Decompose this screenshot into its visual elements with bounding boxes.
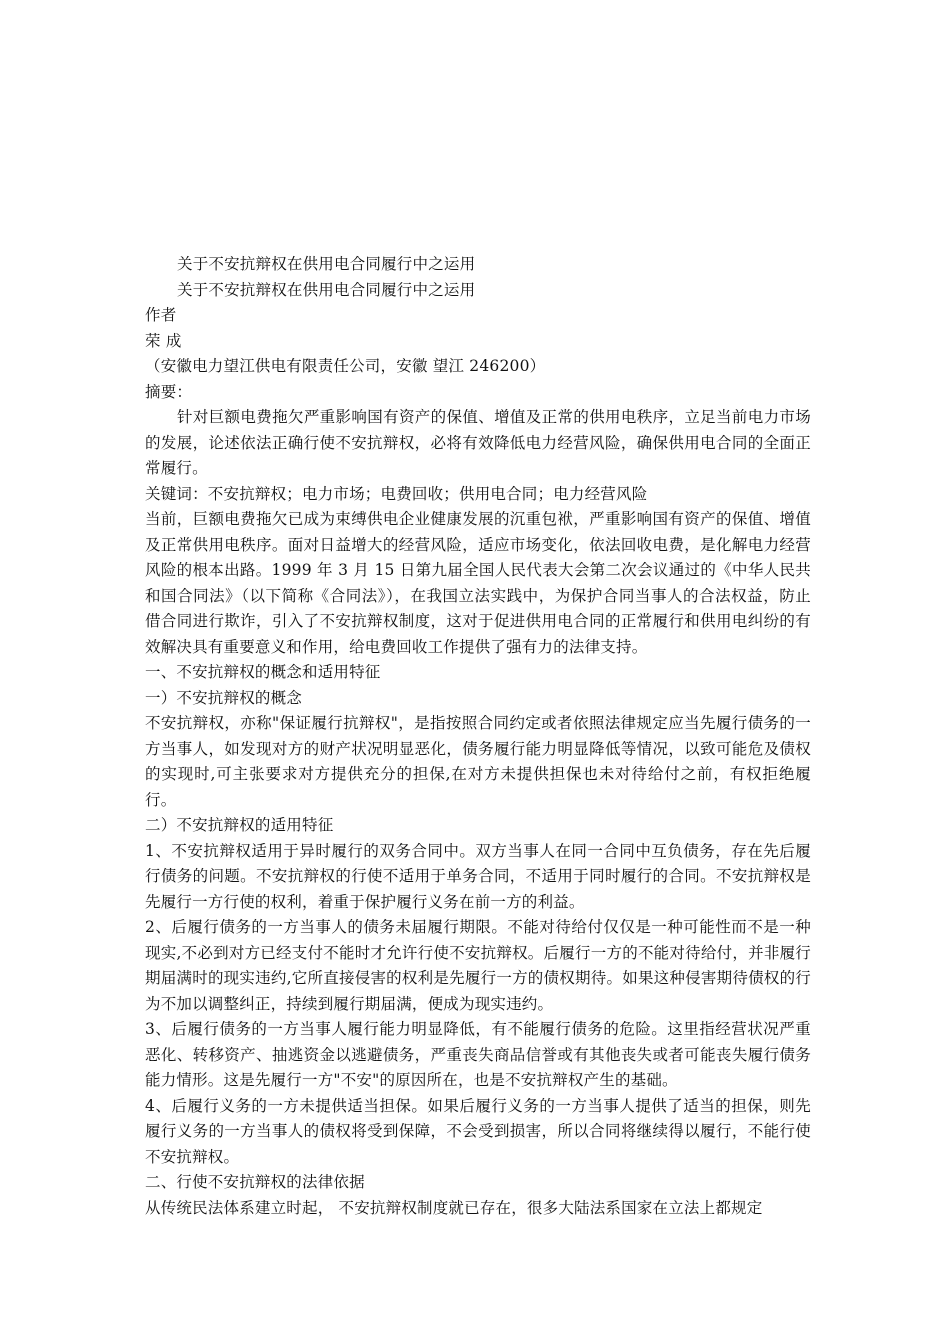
- document-body: [145, 252, 811, 1221]
- abstract-text: 针对巨额电费拖欠严重影响国有资产的保值、增值及正常的供用电秩序，立足当前电力市场的发展，论述依法正确行使不安抗辩权，必将有效降低电力经营风险，确保供用电合同的全面正常履行。: [145, 408, 811, 477]
- subsection-2-heading: 二）不安抗辩权的适用特征: [145, 816, 334, 834]
- title-line-2: 关于不安抗辩权在供用电合同履行中之运用: [177, 280, 476, 299]
- author-name: 荣 成: [145, 331, 182, 350]
- section-1-heading: 一、不安抗辩权的概念和适用特征: [145, 663, 381, 681]
- keywords: 关键词：不安抗辩权；电力市场；电费回收；供用电合同；电力经营风险: [145, 484, 648, 503]
- feature-2-paragraph: 2、后履行债务的一方当事人的债务未届履行期限。不能对待给付仅仅是一种可能性而不是一种现实,不必到对方已经支付不能时才允许行使不安抗辩权。后履行一方的不能对待给付，并非履行期届满时的现实违约,它所直接侵害的权利是先履行一方的债权期待。如果这种侵害期待债权的行为不加以调整纠正，持续到履行期届满，便成为现实违约。: [145, 918, 811, 1013]
- author-label: 作者: [145, 306, 177, 324]
- feature-4-paragraph: 4、后履行义务的一方未提供适当担保。如果后履行义务的一方当事人提供了适当的担保，则先履行义务的一方当事人的债权将受到保障，不会受到损害，所以合同将继续得以履行，不能行使不安抗辩权。: [145, 1096, 811, 1166]
- title-line-1: 关于不安抗辩权在供用电合同履行中之运用: [177, 255, 476, 273]
- concept-paragraph: 不安抗辩权，亦称"保证履行抗辩权"，是指按照合同约定或者依照法律规定应当先履行债务的一方当事人，如发现对方的财产状况明显恶化，债务履行能力明显降低等情况，以致可能危及债权的实现时,可主张要求对方提供充分的担保,在对方未提供担保也未对待给付之前，有权拒绝履行。: [145, 714, 811, 809]
- intro-paragraph: 当前，巨额电费拖欠已成为束缚供电企业健康发展的沉重包袱，严重影响国有资产的保值、增值及正常供用电秩序。面对日益增大的经营风险，适应市场变化，依法回收电费，是化解电力经营风险的根本出路。1999 年 3 月 15 日第九届全国人民代表大会第二次会议通过的《中华人民共和国合同法》（以下简称《合同法》），在我国立法实践中，为保护合同当事人的合法权益，防止借合同进行欺诈，引入了不安抗辩权制度，这对于促进供用电合同的正常履行和供用电纠纷的有效解决具有重要意义和作用，给电费回收工作提供了强有力的法律支持。: [145, 510, 811, 656]
- abstract-label: 摘要：: [145, 382, 193, 401]
- final-line: 从传统民法体系建立时起， 不安抗辩权制度就已存在，很多大陆法系国家在立法上都规定: [145, 1198, 763, 1217]
- author-affiliation: （安徽电力望江供电有限责任公司，安徽 望江 246200）: [145, 357, 546, 375]
- feature-1-paragraph: 1、不安抗辩权适用于异时履行的双务合同中。双方当事人在同一合同中互负债务，存在先后履行债务的问题。不安抗辩权的行使不适用于单务合同，不适用于同时履行的合同。不安抗辩权是先履行一方行使的权利，着重于保护履行义务在前一方的利益。: [145, 841, 811, 911]
- section-2-heading: 二、行使不安抗辩权的法律依据: [145, 1173, 365, 1191]
- feature-3-paragraph: 3、后履行债务的一方当事人履行能力明显降低，有不能履行债务的危险。这里指经营状况严重恶化、转移资产、抽逃资金以逃避债务，严重丧失商品信誉或有其他丧失或者可能丧失履行债务能力情形。这是先履行一方"不安"的原因所在，也是不安抗辩权产生的基础。: [145, 1020, 811, 1089]
- subsection-1-heading: 一）不安抗辩权的概念: [145, 688, 303, 707]
